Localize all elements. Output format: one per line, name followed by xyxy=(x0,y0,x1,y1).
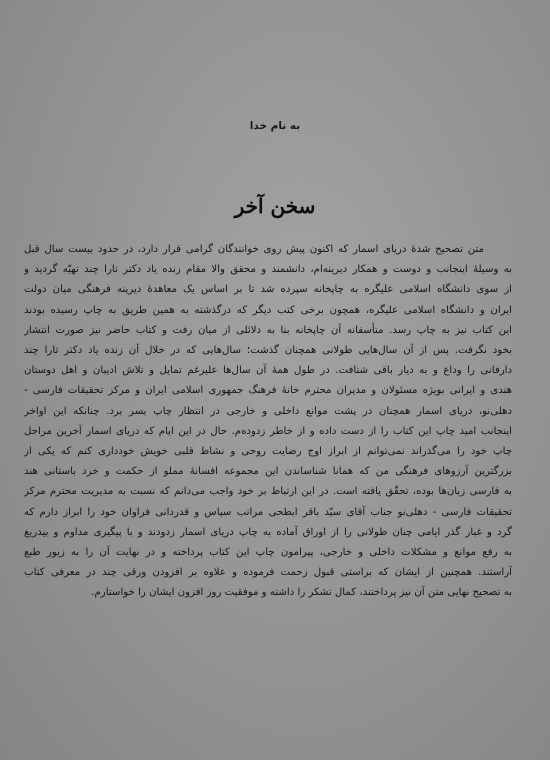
text-line: چاپ خود را می‌گذراند نمی‌توانم از ابراز اوج رضایت روحی و نشاط قلبی خویش خودداری کنم که یکی از xyxy=(24,446,512,458)
text-line: از سوی دانشگاه اسلامی علیگره به چاپخانه سپرده شد تا بر اساس یک معاهدهٔ دیرینه فرهنگی میان دولت xyxy=(24,284,512,296)
text-line: به تصحیح نهایی متن آن نیز پرداختند، کمال تشکر را داشته و موفقیت روز افزون ایشان را خواستارم. xyxy=(91,587,512,599)
text-line: بخود نگرفت. پس از آن سال‌هایی طولانی همچنان گذشت؛ سال‌هایی که در خلال آن زنده یاد دکتر تارا چند xyxy=(24,345,512,357)
text-line: به فارسی زبان‌ها بوده، تحقّق یافته است. در این ارتباط بر خود واجب می‌دانم که نسبت به مدیریت محترم مرکز xyxy=(24,486,512,498)
text-line: بزرگترین آرزوهای فرهنگی من که همانا شناساندن این مجموعه افسانهٔ مملو از حکمت و خرد باستانی هند xyxy=(24,466,512,478)
text-line: این کتاب نیز به چاپ رسد. متأسفانه آن چاپخانه بنا به دلائلی از میان رفت و کتاب حاضر نیز صورت انتشار xyxy=(24,324,512,336)
text-line: به رفع موانع و مشکلات داخلی و خارجی، پیرامون چاپ این کتاب پرداخته و در نهایت آن را به زیور طبع xyxy=(24,547,512,559)
text-line: آراستند. همچنین از ایشان که براستی قبول زحمت فرموده و علاوه بر افزودن ورقی چند در معرفی کتاب xyxy=(24,567,512,579)
text-line: تحقیقات فارسی - دهلی‌نو جناب آقای سیّد باقر ابطحی مراتب سپاس و قدردانی فراوان خود را ابراز دارم که xyxy=(24,506,512,518)
text-line: ایران و دانشگاه اسلامی علیگره، همچون برخی کتب دیگر که درگذشته به همین طریق به چاپ رسیده بودند xyxy=(24,304,512,316)
text-line: گرد و غبار گذر ایامی چنان طولانی را از اوراق آماده به چاپ دریای اسمار زدودند و با پیگیری مداوم و بیدریغ xyxy=(24,526,512,538)
text-line: متن تصحیح شدهٔ دریای اسمار که اکنون پیش روی خوانندگان گرامی قرار دارد، در حدود بیست سال قبل xyxy=(24,244,484,255)
text-line: هندی و ایرانی بویژه مسئولان و مدیران محترم خانهٔ فرهنگ جمهوری اسلامی ایران و مرکز تحقیقات فارسی - xyxy=(24,385,512,397)
page-title: سخن آخر xyxy=(234,194,316,218)
text-line: دارفانی را وداع و به دیار باقی شتافت. در طول همهٔ آن سال‌ها علیرغم تمایل و تلاش ادیبان و اهل دوستان xyxy=(24,365,512,377)
text-line: به وسیلهٔ اینجانب و دوست و همکار دیرینه‌ام، دانشمند و محقق والا مقام زنده یاد دکتر تارا چند تهیّه گردید و xyxy=(24,264,512,276)
body-paragraph xyxy=(24,240,512,604)
text-line: دهلی‌نو، دریای اسمار همچنان در پشت موانع داخلی و خارجی در انتظار چاپ بسر برد. چنانکه این اواخر xyxy=(24,405,512,417)
text-line: اینجانب امید چاپ این کتاب را از دست داده و از خاطر زدوده‌م. حال در این ایام که دریای اسمار آخرین مراحل xyxy=(24,425,512,437)
invocation-heading: به نام خدا xyxy=(249,120,301,132)
